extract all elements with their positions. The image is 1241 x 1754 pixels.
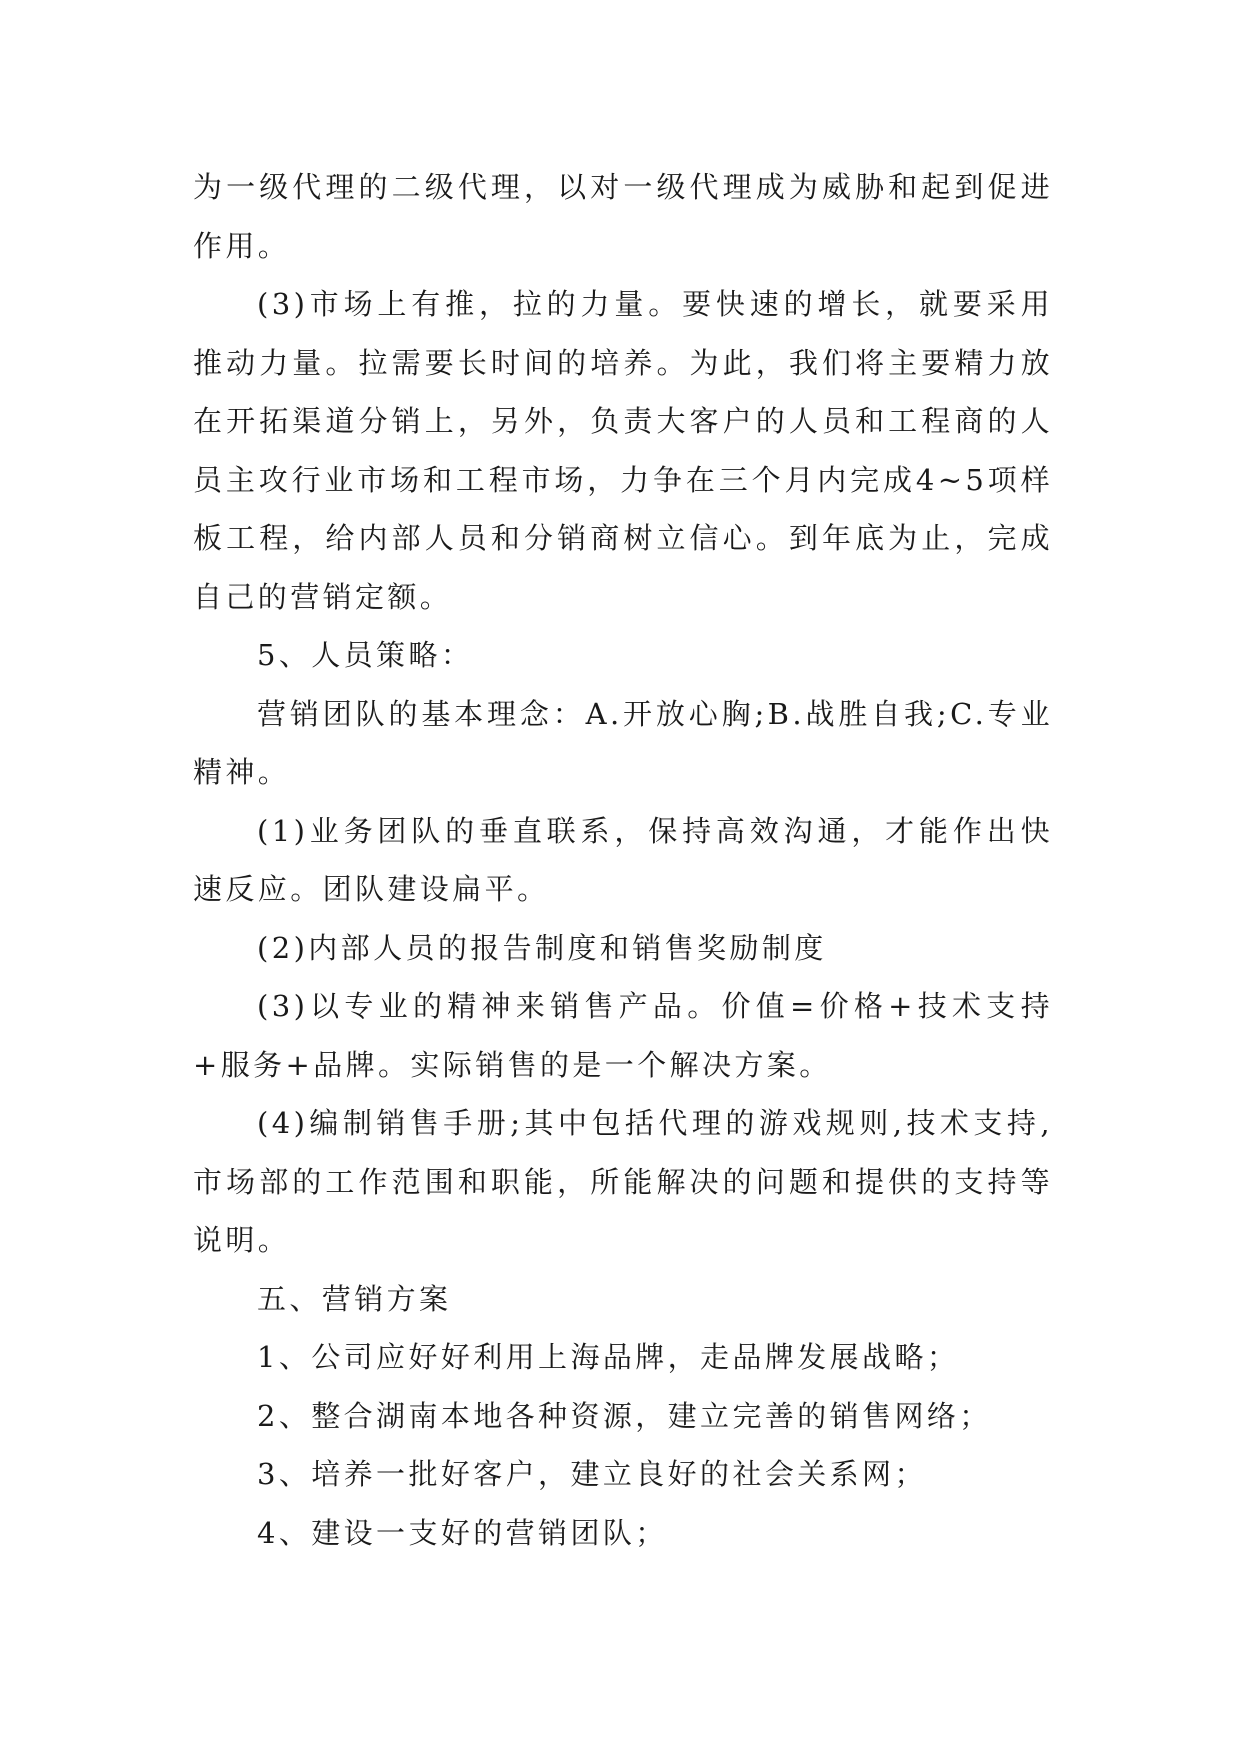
list-item-2: 2、整合湖南本地各种资源，建立完善的销售网络； [257,1398,992,1433]
heading-personnel-strategy: 5、人员策略： [257,638,474,672]
paragraph-item-1: (1)业务团队的垂直联系，保持高效沟通，才能作出快速反应。团队建设扁平。 [193,813,1053,906]
list-item-4: 4、建设一支好的营销团队； [257,1515,668,1550]
paragraph-continuation: 为一级代理的二级代理，以对一级代理成为威胁和起到促进作用。 [193,170,1053,263]
paragraph-item-2: (2)内部人员的报告制度和销售奖励制度 [257,930,827,965]
document-page [193,158,1053,1562]
paragraph-item-3: (3)以专业的精神来销售产品。价值=价格+技术支持+服务+品牌。实际销售的是一个解决方案。 [193,989,1053,1082]
paragraph-market-push-pull: (3)市场上有推，拉的力量。要快速的增长，就要采用推动力量。拉需要长时间的培养。为此，我们将主要精力放在开拓渠道分销上，另外，负责大客户的人员和工程商的人员主攻行业市场和工程市场，力争在三个月内完成4~5项样板工程，给内部人员和分销商树立信心。到年底为止，完成自己的营销定额。 [193,287,1053,614]
list-item-1: 1、公司应好好利用上海品牌，走品牌发展战略； [257,1340,960,1374]
list-item-3: 3、培养一批好客户，建立良好的社会关系网； [257,1457,927,1491]
paragraph-item-4: (4)编制销售手册;其中包括代理的游戏规则,技术支持,市场部的工作范围和职能，所能解决的问题和提供的支持等说明。 [193,1106,1053,1257]
paragraph-team-philosophy: 营销团队的基本理念：A.开放心胸;B.战胜自我;C.专业精神。 [193,696,1053,789]
heading-marketing-plan: 五、营销方案 [257,1281,452,1316]
